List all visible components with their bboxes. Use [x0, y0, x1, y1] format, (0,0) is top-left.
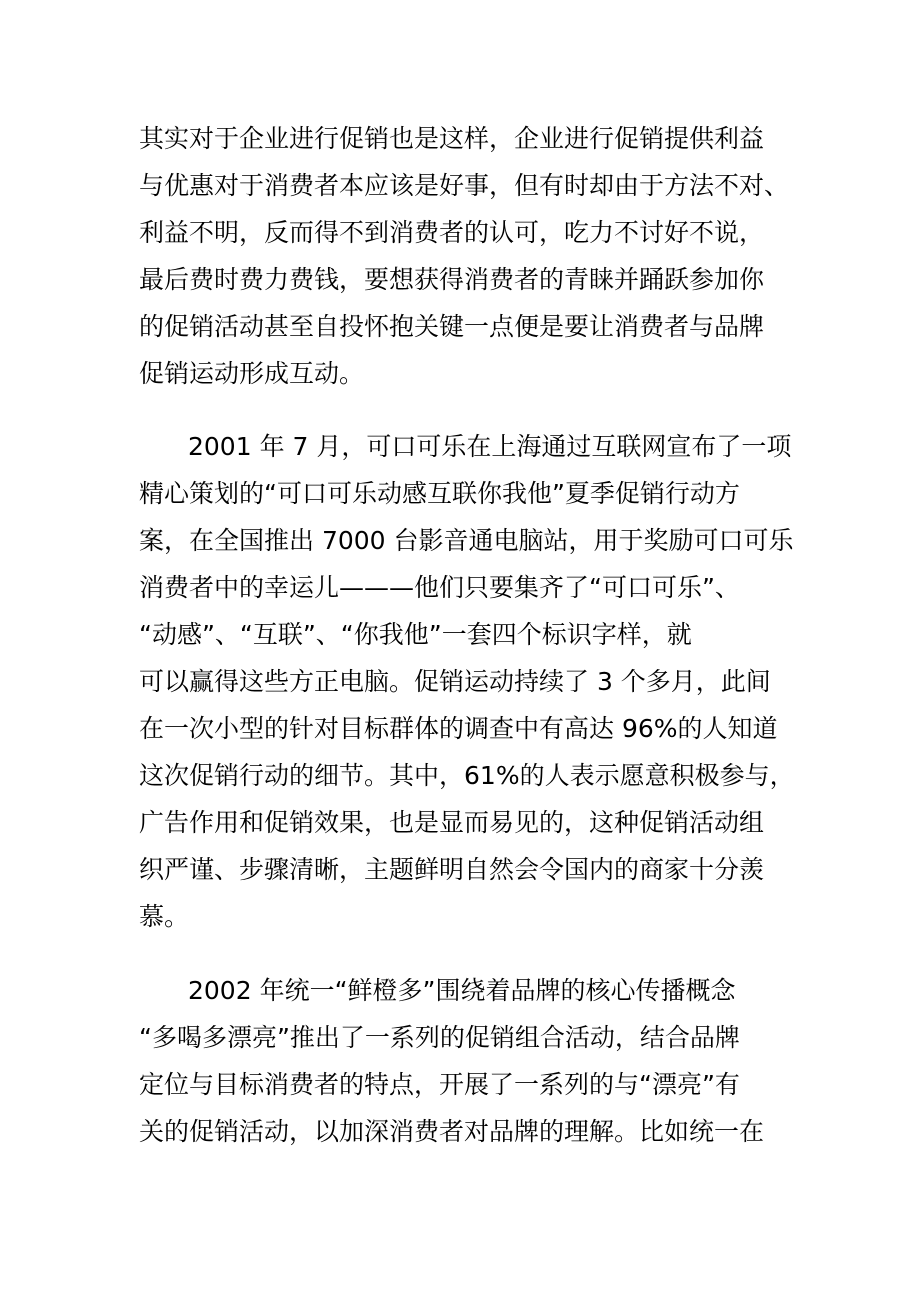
- paragraph-1-line-2: 与优惠对于消费者本应该是好事，但有时却由于方法不对、: [139, 171, 790, 200]
- paragraph-2-line-10: 织严谨、步骤清晰，主题鲜明自然会令国内的商家十分羡: [139, 855, 765, 884]
- paragraph-3-line-2: “多喝多漂亮”推出了一系列的促销组合活动，结合品牌: [139, 1023, 740, 1052]
- paragraph-1-line-1: 其实对于企业进行促销也是这样，企业进行促销提供利益: [139, 124, 765, 153]
- paragraph-3-line-4: 关的促销活动，以加深消费者对品牌的理解。比如统一在: [139, 1117, 765, 1146]
- paragraph-2-line-9: 广告作用和促销效果，也是显而易见的，这种促销活动组: [139, 808, 765, 837]
- paragraph-2-line-7: 在一次小型的针对目标群体的调查中有高达 96%的人知道: [139, 714, 778, 743]
- paragraph-1-line-6: 促销运动形成互动。: [139, 359, 365, 388]
- paragraph-3-line-3: 定位与目标消费者的特点，开展了一系列的与“漂亮”有: [139, 1070, 740, 1099]
- paragraph-3-line-1: 2002 年统一“鲜橙多”围绕着品牌的核心传播概念: [188, 976, 736, 1005]
- paragraph-1-line-4: 最后费时费力费钱，要想获得消费者的青睐并踊跃参加你: [139, 265, 765, 294]
- paragraph-2-line-11: 慕。: [139, 902, 190, 931]
- paragraph-2-line-3: 案，在全国推出 7000 台影音通电脑站，用于奖励可口可乐: [139, 526, 794, 555]
- paragraph-2-line-2: 精心策划的“可口可乐动感互联你我他”夏季促销行动方: [139, 479, 740, 508]
- paragraph-1-line-5: 的促销活动甚至自投怀抱关键一点便是要让消费者与品牌: [139, 312, 765, 341]
- paragraph-1-line-3: 利益不明，反而得不到消费者的认可，吃力不讨好不说，: [139, 218, 765, 247]
- paragraph-2-line-5: “动感”、“互联”、“你我他”一套四个标识字样，就: [139, 620, 692, 649]
- paragraph-2-line-8: 这次促销行动的细节。其中，61%的人表示愿意积极参与，: [139, 761, 795, 790]
- paragraph-2-line-4: 消费者中的幸运儿———他们只要集齐了“可口可乐”、: [139, 573, 740, 602]
- paragraph-2-line-1: 2001 年 7 月，可口可乐在上海通过互联网宣布了一项: [188, 432, 792, 461]
- paragraph-2-line-6: 可以赢得这些方正电脑。促销运动持续了 3 个多月，此间: [139, 667, 771, 696]
